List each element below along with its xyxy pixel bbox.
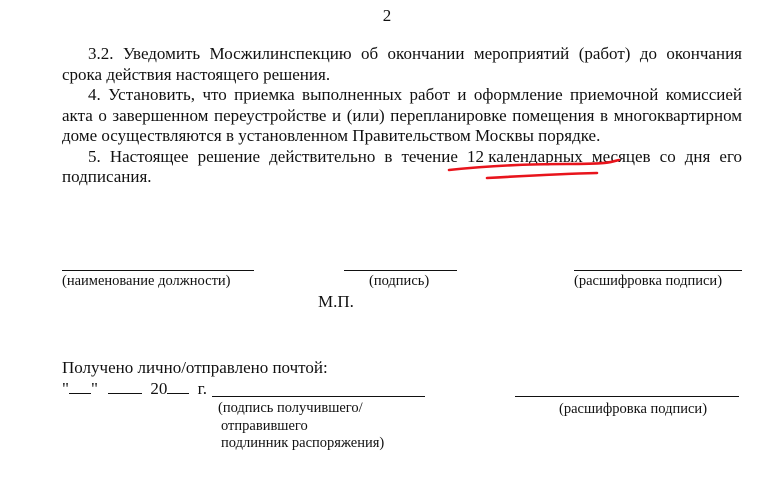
year-blank — [167, 378, 189, 394]
decoding-signature-line — [574, 270, 742, 271]
day-blank — [69, 378, 91, 394]
paragraph-5-end: месяцев со дня его подписания. — [62, 146, 742, 186]
signature-label: (подпись) — [369, 273, 430, 289]
position-label: (наименование должности) — [62, 273, 231, 289]
decoding-label: (расшифровка подписи) — [574, 273, 723, 289]
year-suffix: г. — [197, 379, 207, 398]
recipient-label-line-1: (подпись получившего/ — [218, 400, 363, 416]
receipt-date-row — [62, 378, 207, 399]
receipt-decoding-line — [515, 396, 739, 397]
paragraph-4: 4. Установить, что приемка выполненных работ и оформление приемочной комиссией акта о завершенном переустройстве и (или) перепланировке помещения в многоквартирном доме осуществляются в установленном Правительством Москвы порядке. — [62, 85, 742, 145]
decision-body — [62, 44, 742, 188]
paragraph-5 — [62, 147, 742, 188]
receipt-title: Получено лично/отправлено почтой: — [62, 358, 328, 377]
recipient-label — [218, 400, 384, 453]
receipt-decoding-label: (расшифровка подписи) — [559, 401, 708, 417]
stamp-placeholder: М.П. — [318, 292, 354, 311]
paragraph-5-start: 5. Настоящее решение действительно в течение — [88, 146, 467, 166]
recipient-label-line-2: отправившего — [221, 417, 308, 434]
signature-line — [344, 270, 457, 271]
recipient-signature-line — [212, 396, 425, 397]
year-prefix: 20 — [150, 379, 168, 398]
validity-period-text: 12 календарных — [466, 146, 583, 166]
date-close-quote: " — [90, 379, 98, 398]
underline-stroke-2 — [487, 173, 597, 178]
paragraph-3-2: 3.2. Уведомить Мосжилинспекцию об окончании мероприятий (работ) до окончания срока действия настоящего решения. — [62, 44, 742, 84]
validity-period-highlight — [467, 147, 583, 168]
date-open-quote: " — [62, 379, 69, 398]
page-number: 2 — [382, 6, 392, 25]
position-signature-line — [62, 270, 254, 271]
month-blank — [108, 378, 142, 394]
recipient-label-line-3: подлинник распоряжения) — [221, 435, 385, 451]
